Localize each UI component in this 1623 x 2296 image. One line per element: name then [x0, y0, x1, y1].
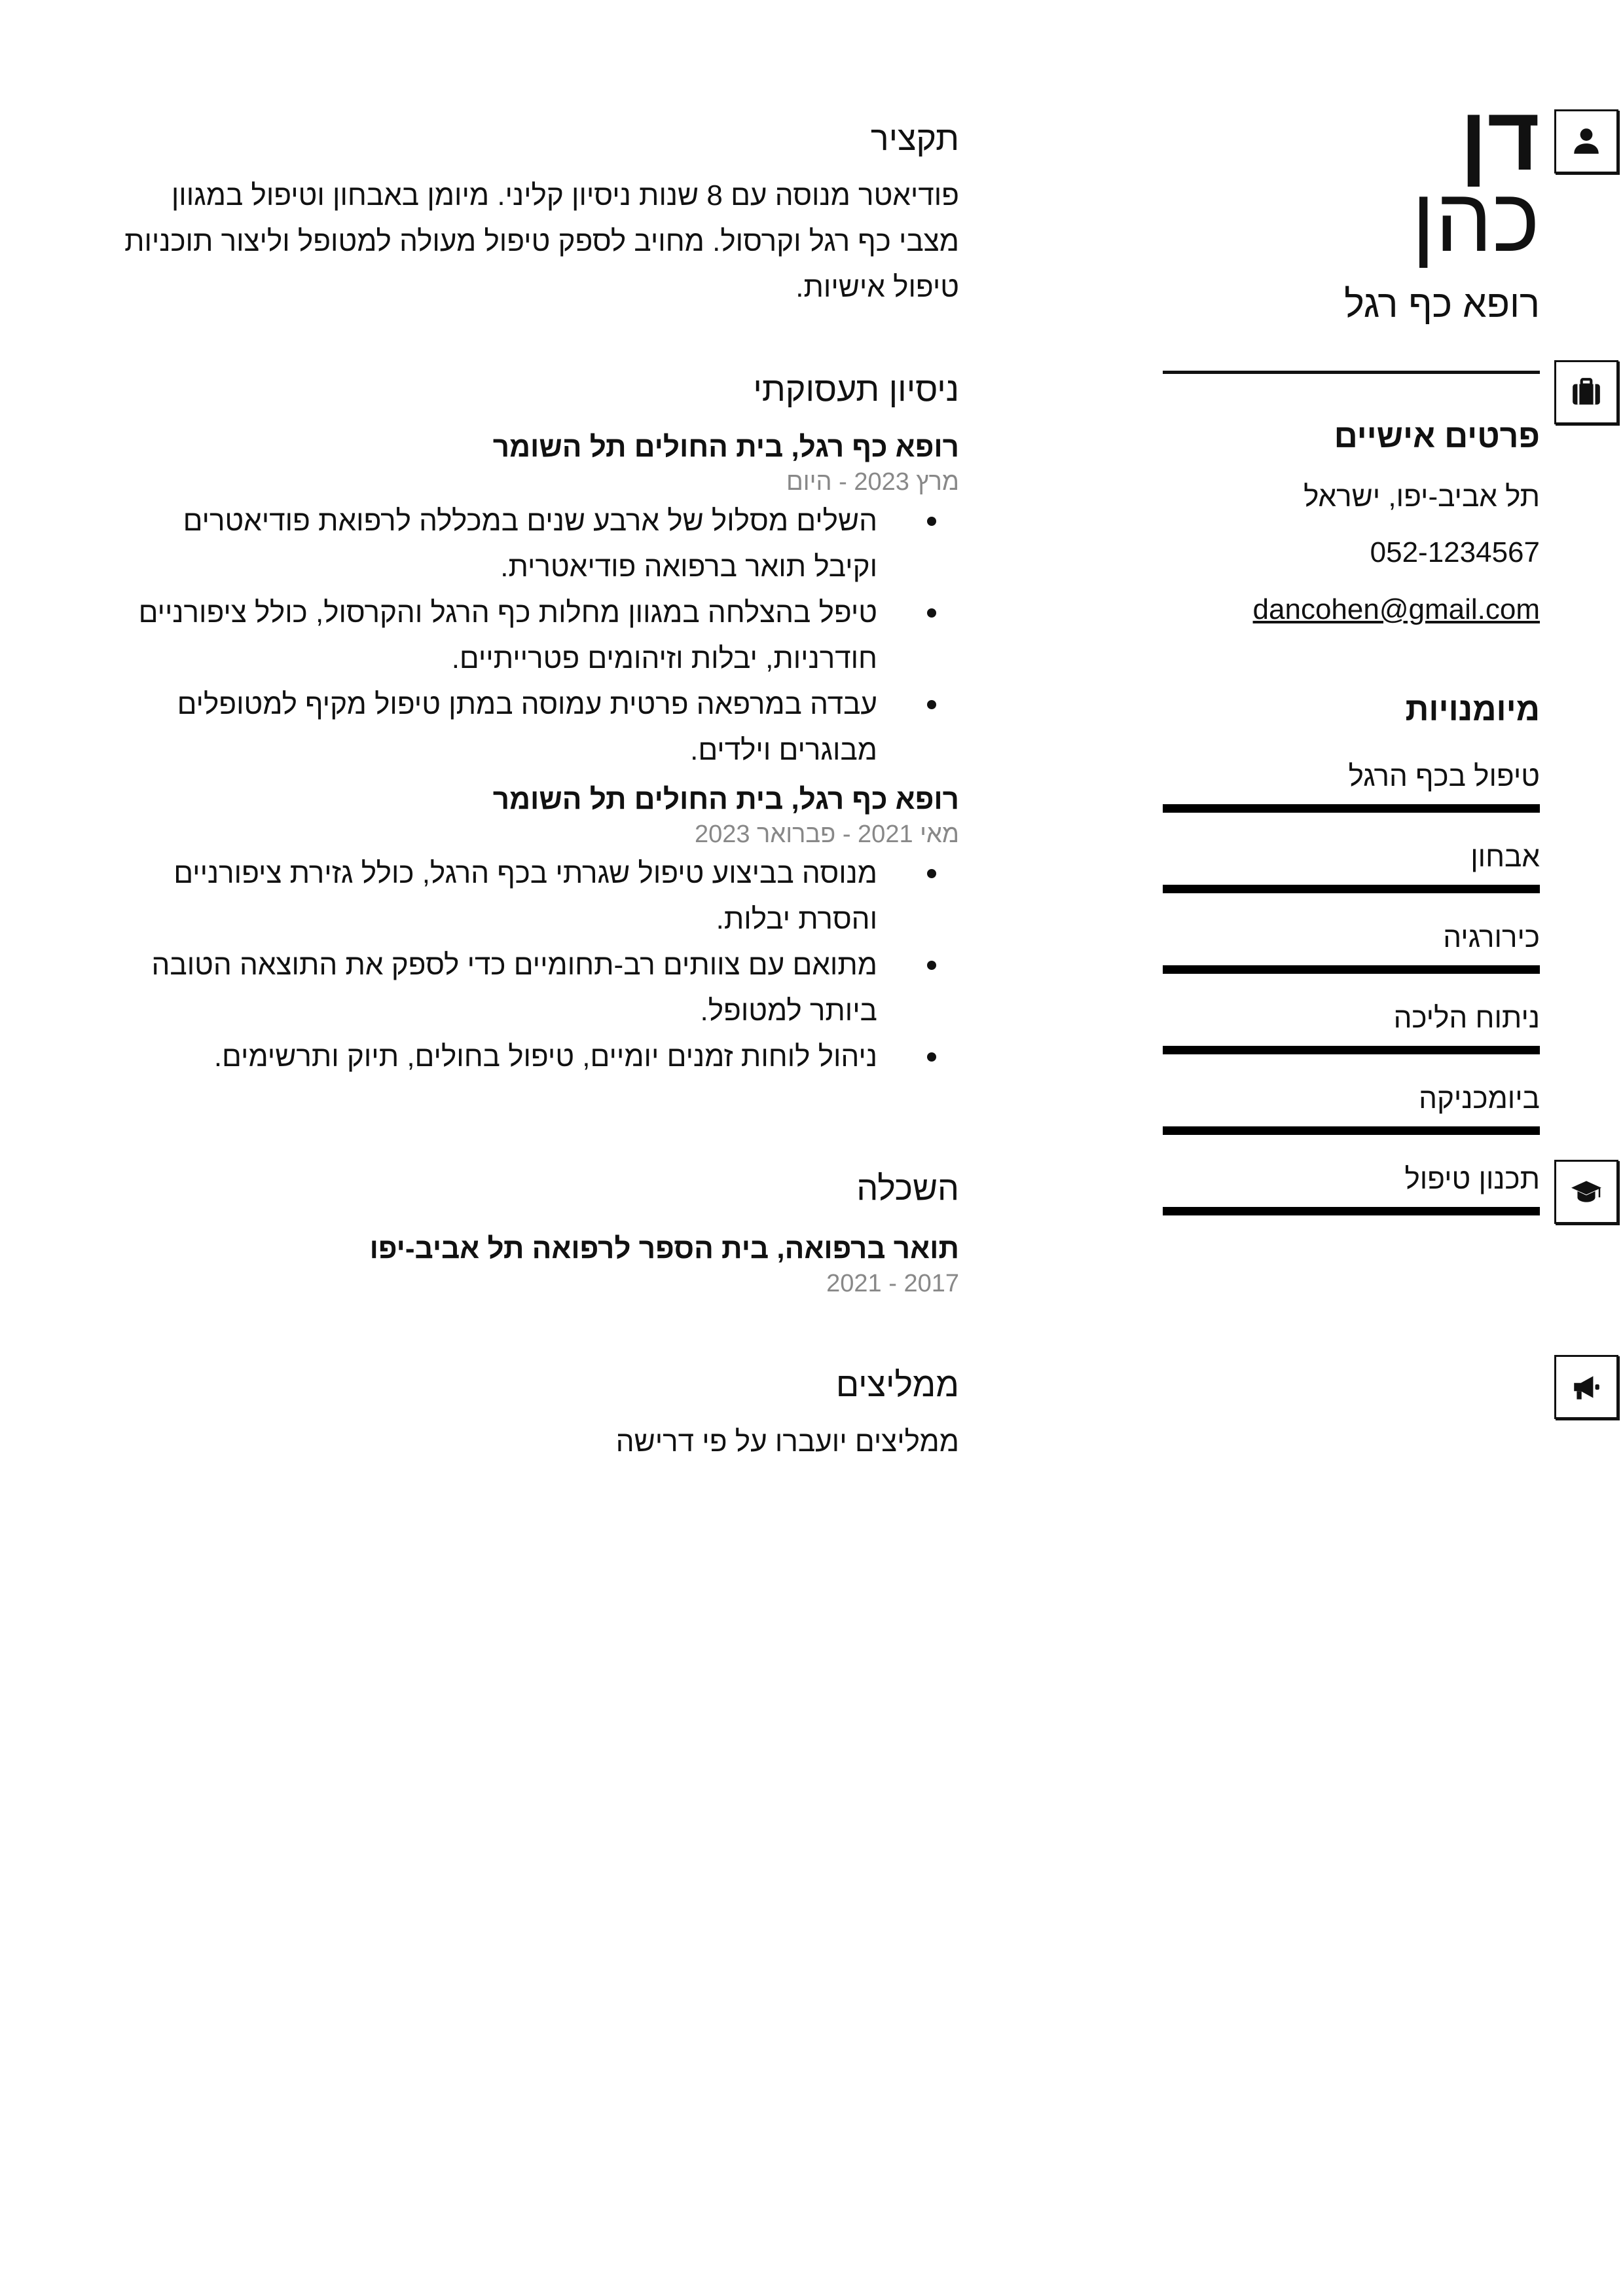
address: תל אביב-יפו, ישראל [1304, 481, 1540, 513]
summary-section [124, 118, 959, 310]
education-degree: תואר ברפואה, בית הספר לרפואה תל אביב-יפו [369, 1232, 959, 1265]
job-entry-title: רופא כף רגל, בית החולים תל השומר [492, 783, 959, 815]
job-bullet: השלים מסלול של ארבע שנים במכללה לרפואת פודיאטרים וקיבל תואר ברפואה פודיאטרית. [124, 498, 877, 590]
personal-details-section [1163, 417, 1540, 628]
skill-item [1163, 1161, 1540, 1215]
skill-label: טיפול בכף הרגל [1348, 760, 1540, 792]
skill-item [1163, 1000, 1540, 1054]
job-bullet: מתואם עם צוותים רב-תחומיים כדי לספק את התוצאה הטובה ביותר למטופל. [124, 942, 877, 1034]
skill-label: אבחון [1470, 841, 1540, 873]
job-entry [124, 781, 959, 1080]
job-bullets [124, 498, 959, 773]
graduation-cap-icon [1554, 1160, 1618, 1224]
header-divider [1163, 371, 1540, 374]
personal-details-heading: פרטים אישיים [1334, 418, 1540, 454]
skill-level-bar [1163, 1046, 1540, 1054]
job-bullet: טיפל בהצלחה במגוון מחלות כף הרגל והקרסול, כולל ציפורניים חודרניות, יבלות וזיהומים פטרייתיים. [124, 590, 877, 682]
last-name: כהן [1412, 170, 1540, 270]
megaphone-icon [1554, 1355, 1618, 1419]
skill-label: ביומכניקה [1419, 1083, 1540, 1115]
job-bullet: מנוסה בביצוע טיפול שגרתי בכף הרגל, כולל גזירת ציפורניים והסרת יבלות. [124, 851, 877, 942]
summary-heading: תקציר [870, 120, 959, 158]
skill-level-bar [1163, 965, 1540, 974]
job-bullet: עבדה במרפאה פרטית עמוסה במתן טיפול מקיף למטופלים מבוגרים וילדים. [124, 682, 877, 773]
skills-heading: מיומנויות [1405, 691, 1540, 728]
skill-label: ניתוח הליכה [1393, 1002, 1540, 1034]
email-link[interactable]: dancohen@gmail.com [1252, 593, 1540, 625]
skill-item [1163, 919, 1540, 974]
education-dates: 2017 - 2021 [826, 1270, 959, 1297]
skill-label: כירורגיה [1443, 921, 1540, 954]
job-entry-title: רופא כף רגל, בית החולים תל השומר [492, 431, 959, 463]
education-heading: השכלה [856, 1170, 959, 1208]
briefcase-icon [1554, 360, 1618, 424]
skill-item [1163, 839, 1540, 893]
job-entry-dates: מרץ 2023 - היום [786, 468, 959, 496]
skill-label: תכנון טיפול [1404, 1163, 1540, 1195]
education-section [124, 1168, 959, 1300]
references-section [124, 1364, 959, 1465]
phone: 052-1234567 [1370, 536, 1540, 568]
summary-text: פודיאטר מנוסה עם 8 שנות ניסיון קליני. מיומן באבחון וטיפול במגוון מצבי כף רגל וקרסול. מחויב לספק טיפול מעולה למטופל וליצור תוכניות טיפול אישיות. [124, 179, 959, 303]
references-text: ממליצים יועברו על פי דרישה [615, 1426, 959, 1458]
full-name [1163, 88, 1540, 270]
skill-level-bar [1163, 804, 1540, 813]
job-bullets [124, 851, 959, 1080]
job-entry-dates: מאי 2021 - פברואר 2023 [694, 821, 959, 848]
skill-item [1163, 1081, 1540, 1135]
job-bullet: ניהול לוחות זמנים יומיים, טיפול בחולים, תיוק ותרשימים. [124, 1034, 877, 1080]
references-heading: ממליצים [835, 1366, 959, 1404]
person-icon [1554, 109, 1618, 174]
skill-level-bar [1163, 1126, 1540, 1135]
job-title: רופא כף רגל [1344, 283, 1540, 325]
first-name: דן [1460, 88, 1540, 189]
skill-level-bar [1163, 1207, 1540, 1215]
skill-level-bar [1163, 885, 1540, 893]
job-entry [124, 429, 959, 773]
experience-section [124, 369, 959, 1080]
experience-heading: ניסיון תעסוקתי [753, 371, 959, 409]
skill-item [1163, 758, 1540, 813]
